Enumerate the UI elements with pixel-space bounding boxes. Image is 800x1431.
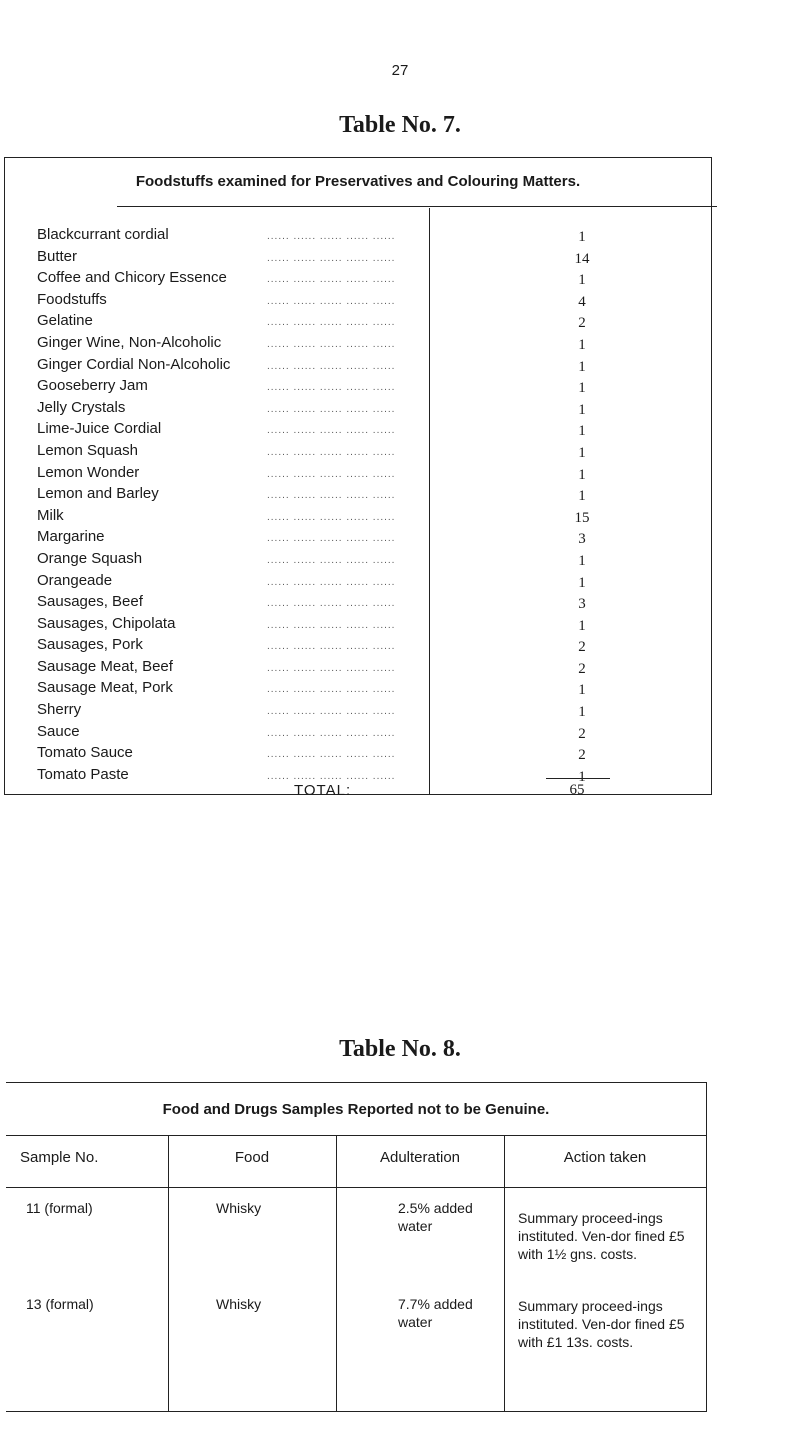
- table7-item-count: 1: [578, 574, 586, 591]
- table8-cell-sample: 13 (formal): [26, 1296, 94, 1312]
- table7-item-name: Sausages, Pork: [37, 636, 143, 654]
- table7-item-count: 2: [578, 747, 586, 764]
- table7-item-name: Lime-Juice Cordial: [37, 420, 162, 438]
- table7-row: [37, 550, 697, 572]
- table7-item-name: Gooseberry Jam: [37, 377, 148, 395]
- table7-item-count: 1: [578, 401, 586, 418]
- table7-row: [37, 679, 697, 701]
- table7-item-name: Sherry: [37, 701, 82, 719]
- table7-item-count: 1: [578, 488, 586, 505]
- table7-item-name: Milk: [37, 506, 64, 524]
- table7-item-name: Orangeade: [37, 571, 113, 589]
- table8-header-bottom-rule: [6, 1187, 706, 1188]
- table7-leader-dots: ...... ...... ...... ...... ......: [267, 295, 396, 307]
- table7-total-row: [32, 782, 692, 804]
- table8-header-sample: Sample No.: [20, 1149, 99, 1166]
- table7-item-count: 15: [574, 509, 590, 526]
- table7-item-count: 3: [578, 531, 586, 548]
- table7-item-name: Sausages, Beef: [37, 593, 143, 611]
- table7-item-name: Lemon Squash: [37, 441, 138, 459]
- table8-cell-sample: 11 (formal): [26, 1200, 93, 1216]
- table7-row: [37, 528, 697, 550]
- table7-item-name: Margarine: [37, 528, 105, 546]
- table7-item-name: Gelatine: [37, 312, 93, 330]
- table7-leader-dots: ...... ...... ...... ...... ......: [267, 641, 396, 653]
- table7-row: [37, 615, 697, 637]
- table7-row: [37, 356, 697, 378]
- table7: [4, 157, 712, 795]
- table7-row: [37, 507, 697, 529]
- table7-leader-dots: ...... ...... ...... ...... ......: [267, 554, 396, 566]
- table7-item-name: Lemon and Barley: [37, 485, 159, 503]
- table7-leader-dots: ...... ...... ...... ...... ......: [267, 576, 396, 588]
- table7-row: [37, 312, 697, 334]
- table7-row: [37, 420, 697, 442]
- table7-leader-dots: ...... ...... ...... ...... ......: [267, 684, 396, 696]
- table7-row: [37, 291, 697, 313]
- table7-row: [37, 334, 697, 356]
- table7-item-count: 1: [578, 423, 586, 440]
- table7-leader-dots: ...... ...... ...... ...... ......: [267, 317, 396, 329]
- table7-row: [37, 399, 697, 421]
- table7-leader-dots: ...... ...... ...... ...... ......: [267, 446, 396, 458]
- table7-item-count: 2: [578, 639, 586, 656]
- table7-leader-dots: ...... ...... ...... ...... ......: [267, 598, 396, 610]
- table7-item-name: Sauce: [37, 722, 80, 740]
- table8-top-rule: [36, 1082, 706, 1083]
- table7-leader-dots: ...... ...... ...... ...... ......: [267, 770, 396, 782]
- table7-item-name: Coffee and Chicory Essence: [37, 269, 227, 287]
- table7-item-count: 4: [578, 293, 586, 310]
- table8-cell-action: Summary proceed-ings instituted. Ven-dor fined £5 with 1½ gns. costs.: [518, 1210, 685, 1262]
- page-number: 27: [391, 62, 409, 79]
- table7-item-count: 1: [578, 229, 586, 245]
- table7-leader-dots: ...... ...... ...... ...... ......: [267, 403, 396, 415]
- table7-row: [37, 636, 697, 658]
- table7-item-count: 2: [578, 725, 586, 742]
- table7-item-count: 3: [578, 596, 586, 613]
- table7-leader-dots: ...... ...... ...... ...... ......: [267, 468, 396, 480]
- table7-leader-dots: ...... ...... ...... ...... ......: [267, 749, 396, 761]
- table7-row: [37, 658, 697, 680]
- table7-item-count: 1: [578, 272, 586, 289]
- table7-item-count: 1: [578, 358, 586, 375]
- table7-leader-dots: ...... ...... ...... ...... ......: [267, 252, 396, 264]
- table7-item-count: 1: [578, 380, 586, 397]
- table7-header-rule: [117, 206, 717, 207]
- table8-title: Table No. 8.: [339, 1036, 461, 1062]
- table7-leader-dots: ...... ...... ...... ...... ......: [267, 533, 396, 545]
- table7-item-count: 1: [578, 336, 586, 353]
- table7-title: Table No. 7.: [339, 112, 461, 138]
- table7-leader-dots: ...... ...... ...... ...... ......: [267, 706, 396, 718]
- table7-item-count: 1: [578, 704, 586, 721]
- table7-item-count: 14: [574, 250, 590, 267]
- table7-item-name: Lemon Wonder: [37, 463, 140, 481]
- table7-item-count: 1: [578, 552, 586, 569]
- table7-item-name: Tomato Paste: [37, 765, 129, 783]
- table7-row: [37, 226, 697, 248]
- table7-row: [37, 593, 697, 615]
- table7-leader-dots: ...... ...... ...... ...... ......: [267, 360, 396, 372]
- table7-leader-dots: ...... ...... ...... ...... ......: [267, 382, 396, 394]
- table8-header-action: Action taken: [563, 1149, 647, 1166]
- table7-item-count: 2: [578, 660, 586, 677]
- table8-cell-food: Whisky: [216, 1200, 262, 1216]
- table7-item-name: Orange Squash: [37, 549, 143, 567]
- table7-row: [37, 248, 697, 270]
- table7-total-rule: [546, 778, 610, 779]
- table8-header-adulteration: Adulteration: [379, 1149, 461, 1166]
- table7-leader-dots: ...... ...... ...... ...... ......: [267, 619, 396, 631]
- table7-row: [37, 723, 697, 745]
- table7-total-value: 65: [569, 782, 585, 798]
- table7-row: [37, 442, 697, 464]
- table7-item-name: Sausages, Chipolata: [37, 614, 176, 632]
- table7-leader-dots: ...... ...... ...... ...... ......: [267, 425, 396, 437]
- table7-leader-dots: ...... ...... ...... ...... ......: [267, 662, 396, 674]
- table7-row: [37, 485, 697, 507]
- table7-total-label: TOTAL:: [294, 782, 352, 799]
- table8-cell-adulteration: 7.7% added water: [398, 1296, 473, 1330]
- table7-item-name: Ginger Cordial Non-Alcoholic: [37, 355, 231, 373]
- table7-leader-dots: ...... ...... ...... ...... ......: [267, 727, 396, 739]
- table7-item-count: 1: [578, 466, 586, 483]
- table7-item-count: 1: [578, 768, 586, 785]
- table7-caption: Foodstuffs examined for Preservatives and Colouring Matters.: [135, 173, 581, 190]
- table7-item-count: 2: [578, 315, 586, 332]
- table7-leader-dots: ...... ...... ...... ...... ......: [267, 338, 396, 350]
- table8-cell-food: Whisky: [216, 1296, 262, 1312]
- table7-item-count: 1: [578, 682, 586, 699]
- table7-leader-dots: ...... ...... ...... ...... ......: [267, 274, 396, 286]
- table7-item-name: Sausage Meat, Pork: [37, 679, 173, 697]
- table7-item-count: 1: [578, 444, 586, 461]
- table7-row: [37, 269, 697, 291]
- table7-leader-dots: ...... ...... ...... ...... ......: [267, 511, 396, 523]
- table7-row: [37, 464, 697, 486]
- table7-item-name: Ginger Wine, Non-Alcoholic: [37, 333, 222, 351]
- table8-column-divider: [504, 1135, 505, 1411]
- table7-rows: [37, 226, 697, 787]
- table8-cell-action: Summary proceed-ings instituted. Ven-dor fined £5 with £1 13s. costs.: [518, 1298, 685, 1350]
- table7-item-name: Jelly Crystals: [37, 398, 126, 416]
- table8: [6, 1082, 707, 1412]
- table8-header-top-rule: [6, 1135, 706, 1136]
- table7-item-name: Blackcurrant cordial: [37, 226, 169, 243]
- table7-row: [37, 377, 697, 399]
- table8-header-food: Food: [234, 1149, 270, 1166]
- table8-column-divider: [168, 1135, 169, 1411]
- table7-item-name: Sausage Meat, Beef: [37, 657, 173, 675]
- table7-item-name: Tomato Sauce: [37, 744, 133, 762]
- table8-column-divider: [336, 1135, 337, 1411]
- table7-item-name: Foodstuffs: [37, 290, 107, 308]
- table7-leader-dots: ...... ...... ...... ...... ......: [267, 490, 396, 502]
- table7-row: [37, 744, 697, 766]
- table7-leader-dots: ...... ...... ...... ...... ......: [267, 231, 396, 242]
- table8-caption: Food and Drugs Samples Reported not to be Genuine.: [162, 1101, 550, 1118]
- table7-item-name: Butter: [37, 247, 78, 265]
- table7-row: [37, 572, 697, 594]
- table7-row: [37, 701, 697, 723]
- table8-cell-adulteration: 2.5% added water: [398, 1200, 473, 1234]
- table7-item-count: 1: [578, 617, 586, 634]
